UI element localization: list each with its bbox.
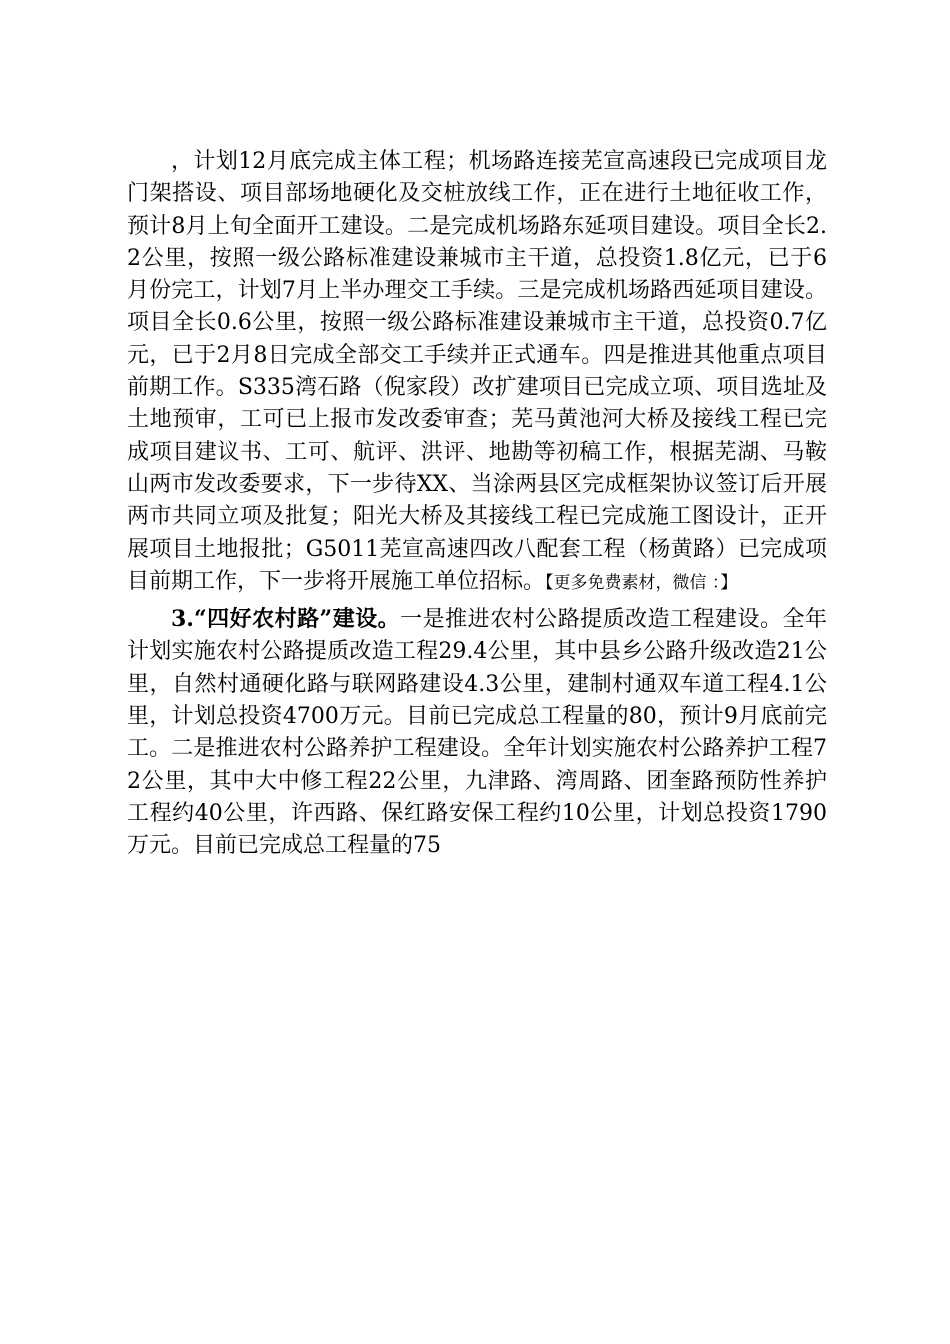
document-body: [127, 146, 827, 863]
paragraph-rural-roads: [127, 603, 827, 862]
paragraph-road-projects-text: ，计划12月底完成主体工程；机场路连接芜宣高速段已完成项目龙门架搭设、项目部场地硬化及交桩放线工作，正在进行土地征收工作，预计8月上旬全面开工建设。二是完成机场路东延项目建设。项目全长2.2公里，按照一级公路标准建设兼城市主干道，总投资1.8亿元，已于6月份完工，计划7月上半办理交工手续。三是完成机场路西延项目建设。项目全长0.6公里，按照一级公路标准建设兼城市主干道，总投资0.7亿元，已于2月8日完成全部交工手续并正式通车。四是推进其他重点项目前期工作。S335湾石路（倪家段）改扩建项目已完成立项、项目选址及土地预审，工可已上报市发改委审查；芜马黄池河大桥及接线工程已完成项目建议书、工可、航评、洪评、地勘等初稿工作，根据芜湖、马鞍山两市发改委要求，下一步待XX、当涂两县区完成框架协议签订后开展两市共同立项及批复；阳光大桥及其接线工程已完成施工图设计，正开展项目土地报批；G5011芜宣高速四改八配套工程（杨黄路）已完成项目前期工作，下一步将开展施工单位招标。: [127, 149, 827, 594]
promo-note: 【更多免费素材，微信 ：】: [545, 572, 738, 593]
paragraph-rural-roads-text: 一是推进农村公路提质改造工程建设。全年计划实施农村公路提质改造工程29.4公里，其中县乡公路升级改造21公里，自然村通硬化路与联网路建设4.3公里，建制村通双车道工程4.1公里，计划总投资4700万元。目前已完成总工程量的80，预计9月底前完工。二是推进农村公路养护工程建设。全年计划实施农村公路养护工程72公里，其中大中修工程22公里，九津路、湾周路、团奎路预防性养护工程约40公里，许西路、保红路安保工程约10公里，计划总投资1790万元。目前已完成总工程量的75: [127, 607, 827, 859]
paragraph-road-projects: [127, 146, 827, 599]
section-heading-rural-roads: 3.“四好农村路”建设。: [171, 606, 401, 633]
